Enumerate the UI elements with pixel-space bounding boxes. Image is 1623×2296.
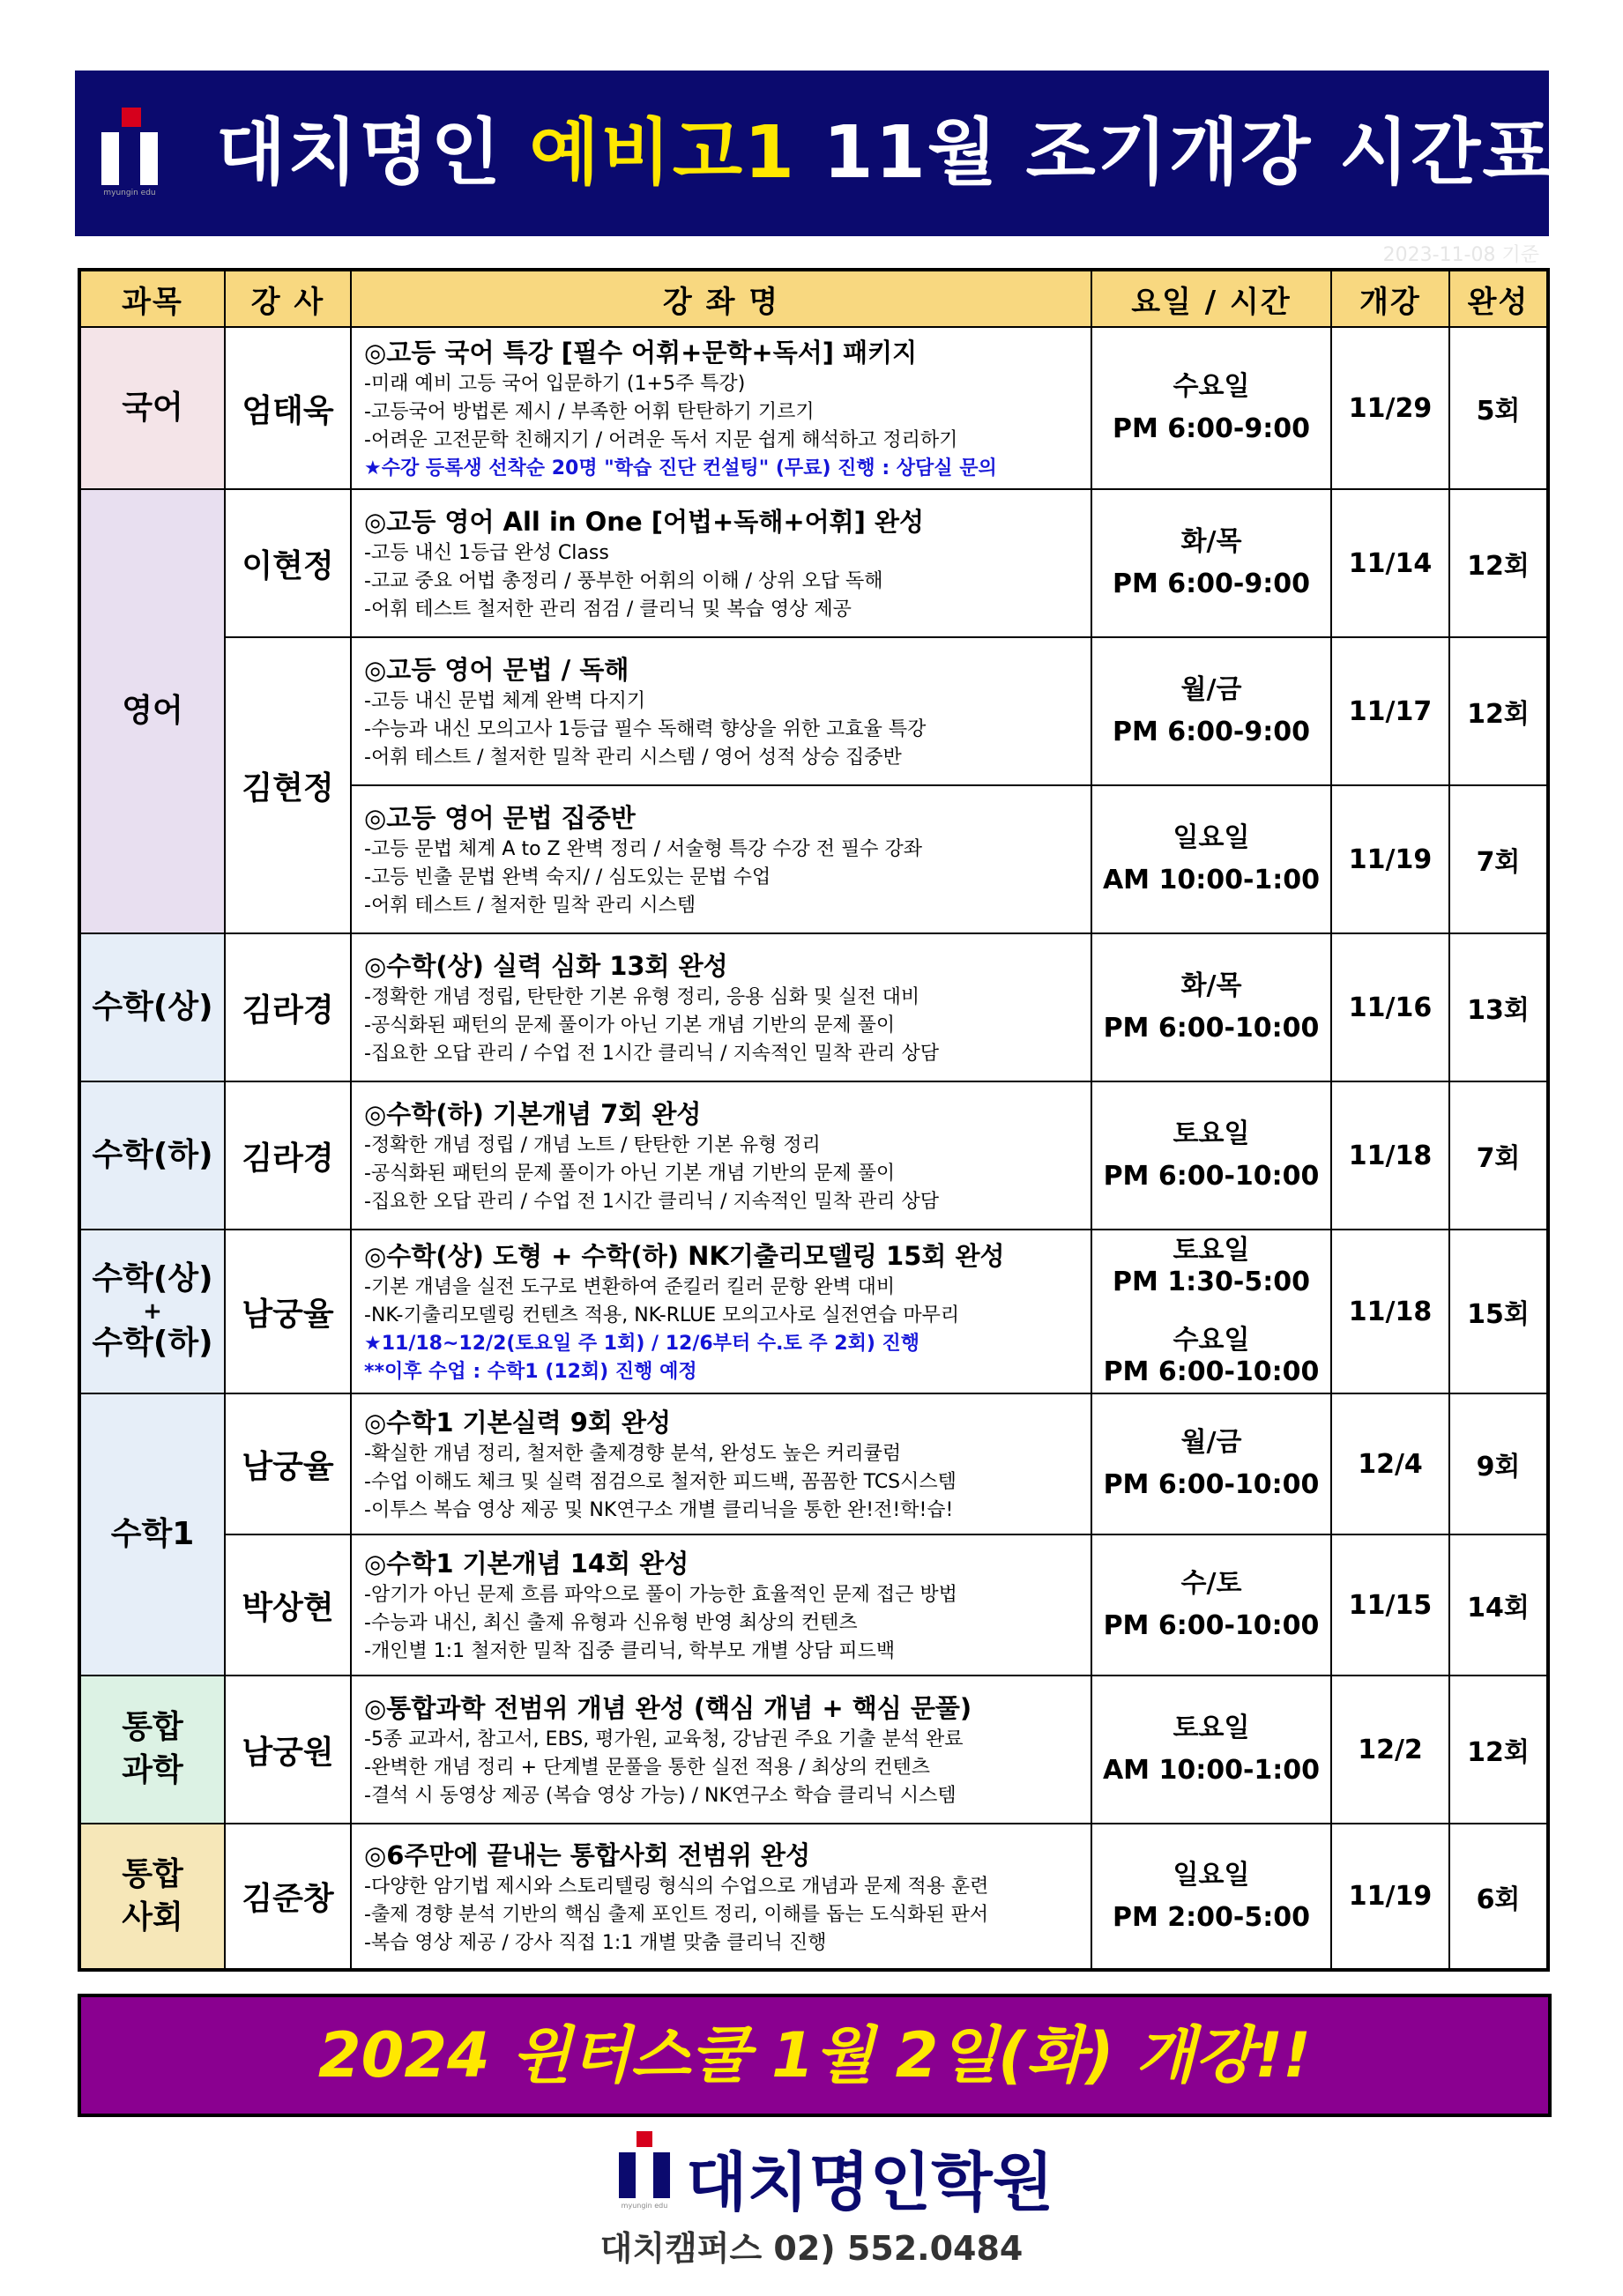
- schedule-time: AM 10:00-1:00: [1102, 865, 1321, 895]
- open-date-cell: 11/29: [1331, 327, 1449, 489]
- schedule-time: PM 6:00-9:00: [1113, 717, 1310, 747]
- subject-line: 과학: [122, 1752, 183, 1788]
- subject-cell: 수학(상): [79, 933, 225, 1081]
- course-title: ◎고등 영어 문법 / 독해: [364, 655, 629, 685]
- course-line: -집요한 오답 관리 / 수업 전 1시간 클리닉 / 지속적인 밀착 관리 상담: [364, 1191, 939, 1213]
- course-line: -고교 중요 어법 총정리 / 풍부한 어휘의 이해 / 상위 오답 독해: [364, 570, 883, 592]
- course-cell: [351, 637, 1091, 785]
- course-line: -이투스 복습 영상 제공 및 NK연구소 개별 클리닉을 통한 완!전!학!습!: [364, 1499, 954, 1521]
- subject-line: 수학(하): [92, 1325, 213, 1361]
- open-date-cell: 11/15: [1331, 1534, 1449, 1676]
- subject-cell: [79, 1230, 225, 1393]
- total-sessions-cell: 15회: [1449, 1230, 1548, 1393]
- course-cell: [351, 785, 1091, 933]
- teacher-cell: 김라경: [225, 1081, 351, 1230]
- logo-caption: myungin edu: [103, 189, 156, 197]
- course-line: -NK-기출리모델링 컨텐츠 적용, NK-RLUE 모의고사로 실전연습 마무리: [364, 1304, 960, 1326]
- open-date-cell: 11/17: [1331, 637, 1449, 785]
- page-title: [216, 71, 1554, 236]
- schedule-day: 화/목: [1180, 970, 1242, 1001]
- subject-cell: 국어: [79, 327, 225, 489]
- course-line: -다양한 암기법 제시와 스토리텔링 형식의 수업으로 개념과 문제 적용 훈련: [364, 1875, 989, 1898]
- footer-logo-caption: myungin edu: [621, 2202, 668, 2210]
- teacher-cell: 이현정: [225, 489, 351, 637]
- teacher-cell: 남궁율: [225, 1230, 351, 1393]
- course-note: ★11/18~12/2(토요일 주 1회) / 12/6부터 수.토 주 2회) 진행: [364, 1333, 920, 1355]
- total-sessions-cell: 7회: [1449, 785, 1548, 933]
- course-cell: [351, 1393, 1091, 1534]
- schedule-time: PM 6:00-10:00: [1103, 1469, 1320, 1500]
- table-row: [79, 327, 1548, 489]
- total-sessions-cell: 12회: [1449, 637, 1548, 785]
- campus-phone: 대치캠퍼스 02) 552.0484: [599, 2229, 1024, 2268]
- open-date-cell: 11/18: [1331, 1081, 1449, 1230]
- schedule-time: PM 2:00-5:00: [1113, 1901, 1310, 1933]
- course-cell: [351, 933, 1091, 1081]
- course-line: -정확한 개념 정립 / 개념 노트 / 탄탄한 기본 유형 정리: [364, 1134, 821, 1156]
- schedule-time: PM 6:00-10:00: [1103, 1161, 1320, 1192]
- course-line: -고등 내신 문법 체계 완벽 다지기: [364, 690, 646, 712]
- teacher-cell: 김준창: [225, 1824, 351, 1970]
- title-highlight: 예비고1: [529, 111, 797, 195]
- course-line: -미래 예비 고등 국어 입문하기 (1+5주 특강): [364, 373, 746, 395]
- course-cell: [351, 1081, 1091, 1230]
- table-row: [79, 1676, 1548, 1824]
- course-cell: [351, 489, 1091, 637]
- course-title: ◎고등 영어 All in One [어법+독해+어휘] 완성: [364, 507, 925, 537]
- open-date-cell: 11/19: [1331, 1824, 1449, 1970]
- schedule-day: 월/금: [1180, 1427, 1242, 1458]
- subject-line: 통합: [122, 1855, 183, 1892]
- course-line: -수업 이해도 체크 및 실력 점검으로 철저한 피드백, 꼼꼼한 TCS시스템: [364, 1471, 957, 1493]
- course-line: -어휘 테스트 철저한 관리 점검 / 클리닉 및 복습 영상 제공: [364, 598, 852, 620]
- footer-logo-icon: [617, 2131, 672, 2211]
- schedule-time: PM 6:00-10:00: [1103, 1610, 1320, 1641]
- course-line: -고등 문법 체계 A to Z 완벽 정리 / 서술형 특강 수강 전 필수 강좌: [364, 838, 923, 860]
- course-cell: [351, 1230, 1091, 1393]
- subject-line: +: [143, 1298, 162, 1325]
- schedule-cell: [1091, 1081, 1331, 1230]
- header-subject: 과목: [79, 270, 225, 327]
- course-title: ◎수학1 기본실력 9회 완성: [364, 1408, 672, 1438]
- header-schedule: 요일 / 시간: [1091, 270, 1331, 327]
- subject-line: 사회: [122, 1898, 183, 1936]
- table-row: [79, 1824, 1548, 1970]
- schedule-time: PM 6:00-10:00: [1103, 1013, 1320, 1044]
- course-line: -5종 교과서, 참고서, EBS, 평가원, 교육청, 강남권 주요 기출 분석 완료: [364, 1728, 964, 1750]
- course-line: -확실한 개념 정리, 철저한 출제경향 분석, 완성도 높은 커리큘럼: [364, 1443, 902, 1465]
- course-line: -어려운 고전문학 친해지기 / 어려운 독서 지문 쉽게 해석하고 정리하기: [364, 429, 958, 451]
- table-row: [79, 1230, 1548, 1393]
- schedule-day: 수요일: [1173, 1325, 1250, 1356]
- teacher-cell: 김라경: [225, 933, 351, 1081]
- table-row: [79, 637, 1548, 785]
- course-title: ◎수학(하) 기본개념 7회 완성: [364, 1099, 702, 1129]
- total-sessions-cell: 5회: [1449, 327, 1548, 489]
- schedule-cell: [1091, 1230, 1331, 1393]
- open-date-cell: 11/14: [1331, 489, 1449, 637]
- total-sessions-cell: 7회: [1449, 1081, 1548, 1230]
- table-row: [79, 489, 1548, 637]
- course-line: -집요한 오답 관리 / 수업 전 1시간 클리닉 / 지속적인 밀착 관리 상담: [364, 1043, 939, 1065]
- schedule-day: 월/금: [1180, 674, 1242, 705]
- subject-cell: [79, 1676, 225, 1824]
- course-line: -어휘 테스트 / 철저한 밀착 관리 시스템: [364, 895, 696, 917]
- table-row: [79, 933, 1548, 1081]
- open-date-cell: 11/16: [1331, 933, 1449, 1081]
- schedule-day: 토요일: [1173, 1118, 1250, 1149]
- total-sessions-cell: 13회: [1449, 933, 1548, 1081]
- total-sessions-cell: 14회: [1449, 1534, 1548, 1676]
- schedule-cell: [1091, 327, 1331, 489]
- total-sessions-cell: 12회: [1449, 1676, 1548, 1824]
- course-line: -고등국어 방법론 제시 / 부족한 어휘 탄탄하기 기르기: [364, 401, 815, 423]
- course-title: ◎6주만에 끝내는 통합사회 전범위 완성: [364, 1839, 811, 1870]
- teacher-cell: 박상현: [225, 1534, 351, 1676]
- header-open: 개강: [1331, 270, 1449, 327]
- course-note: ★수강 등록생 선착순 20명 "학습 진단 컨설팅" (무료) 진행 : 상담실 문의: [364, 457, 997, 479]
- course-line: -공식화된 패턴의 문제 풀이가 아닌 기본 개념 기반의 문제 풀이: [364, 1163, 896, 1185]
- course-line: -개인별 1:1 철저한 밀착 집중 클리닉, 학부모 개별 상담 피드백: [364, 1640, 896, 1662]
- course-title: ◎통합과학 전범위 개념 완성 (핵심 개념 + 핵심 문풀): [364, 1693, 972, 1723]
- schedule-day: 화/목: [1180, 526, 1242, 557]
- teacher-cell: 김현정: [225, 637, 351, 933]
- schedule-day: 일요일: [1173, 822, 1250, 853]
- schedule-cell: [1091, 637, 1331, 785]
- subject-cell: 수학(하): [79, 1081, 225, 1230]
- course-note: **이후 수업 : 수학1 (12회) 진행 예정: [364, 1361, 697, 1383]
- total-sessions-cell: 6회: [1449, 1824, 1548, 1970]
- header-course: 강 좌 명: [351, 270, 1091, 327]
- schedule-cell: [1091, 933, 1331, 1081]
- open-date-cell: 11/19: [1331, 785, 1449, 933]
- teacher-cell: 남궁율: [225, 1393, 351, 1534]
- schedule-time: AM 10:00-1:00: [1102, 1755, 1321, 1786]
- header-banner: [75, 71, 1554, 236]
- total-sessions-cell: 12회: [1449, 489, 1548, 637]
- course-line: -고등 빈출 문법 완벽 숙지/ / 심도있는 문법 수업: [364, 866, 771, 888]
- course-line: -수능과 내신, 최신 출제 유형과 신유형 반영 최상의 컨텐츠: [364, 1612, 858, 1634]
- course-line: -공식화된 패턴의 문제 풀이가 아닌 기본 개념 기반의 문제 풀이: [364, 1014, 896, 1037]
- course-line: -결석 시 동영상 제공 (복습 영상 가능) / NK연구소 학습 클리닉 시스템: [364, 1785, 957, 1807]
- table-row: [79, 1081, 1548, 1230]
- course-title: ◎수학(상) 도형 + 수학(하) NK기출리모델링 15회 완성: [364, 1241, 1005, 1271]
- academy-name: 대치명인학원: [686, 2145, 1054, 2219]
- course-line: -출제 경향 분석 기반의 핵심 출제 포인트 정리, 이해를 돕는 도식화된 판서: [364, 1903, 989, 1926]
- schedule-day: 토요일: [1173, 1713, 1250, 1743]
- course-title: ◎고등 국어 특강 [필수 어휘+문학+독서] 패키지: [364, 338, 918, 368]
- subject-line: 통합: [122, 1709, 183, 1746]
- schedule-time: PM 6:00-10:00: [1103, 1356, 1320, 1387]
- schedule-cell: [1091, 1824, 1331, 1970]
- open-date-cell: 11/18: [1331, 1230, 1449, 1393]
- subject-cell: 영어: [79, 489, 225, 933]
- course-cell: [351, 1534, 1091, 1676]
- schedule-day: 일요일: [1173, 1859, 1250, 1891]
- course-line: -정확한 개념 정립, 탄탄한 기본 유형 정리, 응용 심화 및 실전 대비: [364, 986, 920, 1008]
- academy-logo-icon: [97, 108, 162, 199]
- course-cell: [351, 1676, 1091, 1824]
- schedule-spacer: [1092, 1298, 1330, 1325]
- timetable: [78, 268, 1550, 1972]
- course-line: -수능과 내신 모의고사 1등급 필수 독해력 향상을 위한 고효율 특강: [364, 718, 927, 740]
- subject-cell: 수학1: [79, 1393, 225, 1676]
- schedule-day: 토요일: [1173, 1235, 1250, 1266]
- schedule-time: PM 6:00-9:00: [1113, 568, 1310, 599]
- course-line: -기본 개념을 실전 도구로 변환하여 준킬러 킬러 문항 완벽 대비: [364, 1276, 896, 1298]
- course-title: ◎수학1 기본개념 14회 완성: [364, 1549, 689, 1579]
- table-row: [79, 1534, 1548, 1676]
- schedule-day: 수요일: [1173, 371, 1250, 402]
- schedule-cell: [1091, 785, 1331, 933]
- total-sessions-cell: 9회: [1449, 1393, 1548, 1534]
- subject-line: 수학(상): [92, 1260, 213, 1297]
- subject-cell: [79, 1824, 225, 1970]
- title-suffix: 11월 조기개강 시간표: [796, 111, 1554, 195]
- schedule-cell: [1091, 489, 1331, 637]
- course-line: -고등 내신 1등급 완성 Class: [364, 542, 609, 564]
- header-teacher: 강 사: [225, 270, 351, 327]
- teacher-cell: 남궁원: [225, 1676, 351, 1824]
- course-line: -어휘 테스트 / 철저한 밀착 관리 시스템 / 영어 성적 상승 집중반: [364, 747, 902, 769]
- schedule-cell: [1091, 1676, 1331, 1824]
- course-cell: [351, 1824, 1091, 1970]
- course-line: -완벽한 개념 정리 + 단계별 문풀을 통한 실전 적용 / 최상의 컨텐츠: [364, 1757, 931, 1779]
- schedule-time: PM 6:00-9:00: [1113, 413, 1310, 444]
- schedule-day: 수/토: [1180, 1568, 1242, 1599]
- open-date-cell: 12/4: [1331, 1393, 1449, 1534]
- schedule-time: PM 1:30-5:00: [1113, 1267, 1310, 1297]
- title-prefix: 대치명인: [216, 111, 530, 195]
- winter-school-banner: 2024 윈터스쿨 1월 2일(화) 개강!!: [78, 1994, 1552, 2117]
- course-title: ◎고등 영어 문법 집중반: [364, 803, 636, 833]
- teacher-cell: 엄태욱: [225, 327, 351, 489]
- schedule-cell: [1091, 1534, 1331, 1676]
- course-cell: [351, 327, 1091, 489]
- header-total: 완성: [1449, 270, 1548, 327]
- table-row: [79, 1393, 1548, 1534]
- course-title: ◎수학(상) 실력 심화 13회 완성: [364, 951, 728, 981]
- table-header-row: [79, 270, 1548, 327]
- open-date-cell: 12/2: [1331, 1676, 1449, 1824]
- course-line: -복습 영상 제공 / 강사 직접 1:1 개별 맞춤 클리닉 진행: [364, 1931, 827, 1954]
- course-line: -암기가 아닌 문제 흐름 파악으로 풀이 가능한 효율적인 문제 접근 방법: [364, 1584, 957, 1606]
- date-stamp: 2023-11-08 기준: [1382, 244, 1539, 266]
- schedule-cell: [1091, 1393, 1331, 1534]
